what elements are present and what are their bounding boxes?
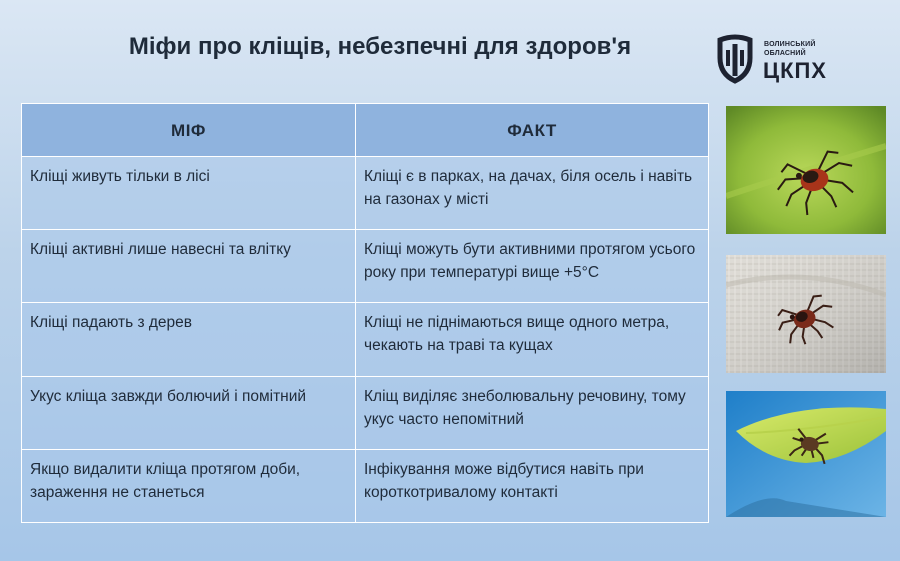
table-row bbox=[22, 303, 709, 376]
fact-cell: Інфікування може відбутися навіть при короткотривалому контакті bbox=[356, 449, 709, 522]
myths-facts-table bbox=[21, 103, 709, 523]
fact-cell: Кліщі не піднімаються вище одного метра, чекають на траві та кущах bbox=[356, 303, 709, 376]
logo-title: ЦКПХ bbox=[763, 58, 827, 83]
fact-cell: Кліщі можуть бути активними протягом усього року при температурі вище +5°С bbox=[356, 230, 709, 303]
table-row bbox=[22, 157, 709, 230]
table-header-row bbox=[22, 104, 709, 157]
logo-subtitle: ВОЛИНСЬКИЙ ОБЛАСНИЙ bbox=[764, 41, 816, 57]
fact-column-header: ФАКТ bbox=[356, 104, 709, 157]
table-row bbox=[22, 449, 709, 522]
tick-on-leaf-photo bbox=[726, 106, 886, 234]
tick-on-leaf-edge-photo bbox=[726, 391, 886, 517]
table-row bbox=[22, 230, 709, 303]
table-row bbox=[22, 376, 709, 449]
logo bbox=[712, 34, 842, 84]
myth-cell: Кліщі живуть тільки в лісі bbox=[22, 157, 356, 230]
myth-column-header: МІФ bbox=[22, 104, 356, 157]
myth-cell: Якщо видалити кліща протягом доби, зараження не станеться bbox=[22, 449, 356, 522]
page-title: Міфи про кліщів, небезпечні для здоров'я bbox=[128, 33, 632, 60]
fact-cell: Кліщі є в парках, на дачах, біля осель і навіть на газонах у місті bbox=[356, 157, 709, 230]
shield-logo-icon bbox=[712, 34, 758, 84]
fact-cell: Кліщ виділяє знеболювальну речовину, тому укус часто непомітний bbox=[356, 376, 709, 449]
myth-cell: Укус кліща завжди болючий і помітний bbox=[22, 376, 356, 449]
myth-cell: Кліщі падають з дерев bbox=[22, 303, 356, 376]
myth-cell: Кліщі активні лише навесні та влітку bbox=[22, 230, 356, 303]
tick-on-fabric-photo bbox=[726, 255, 886, 373]
